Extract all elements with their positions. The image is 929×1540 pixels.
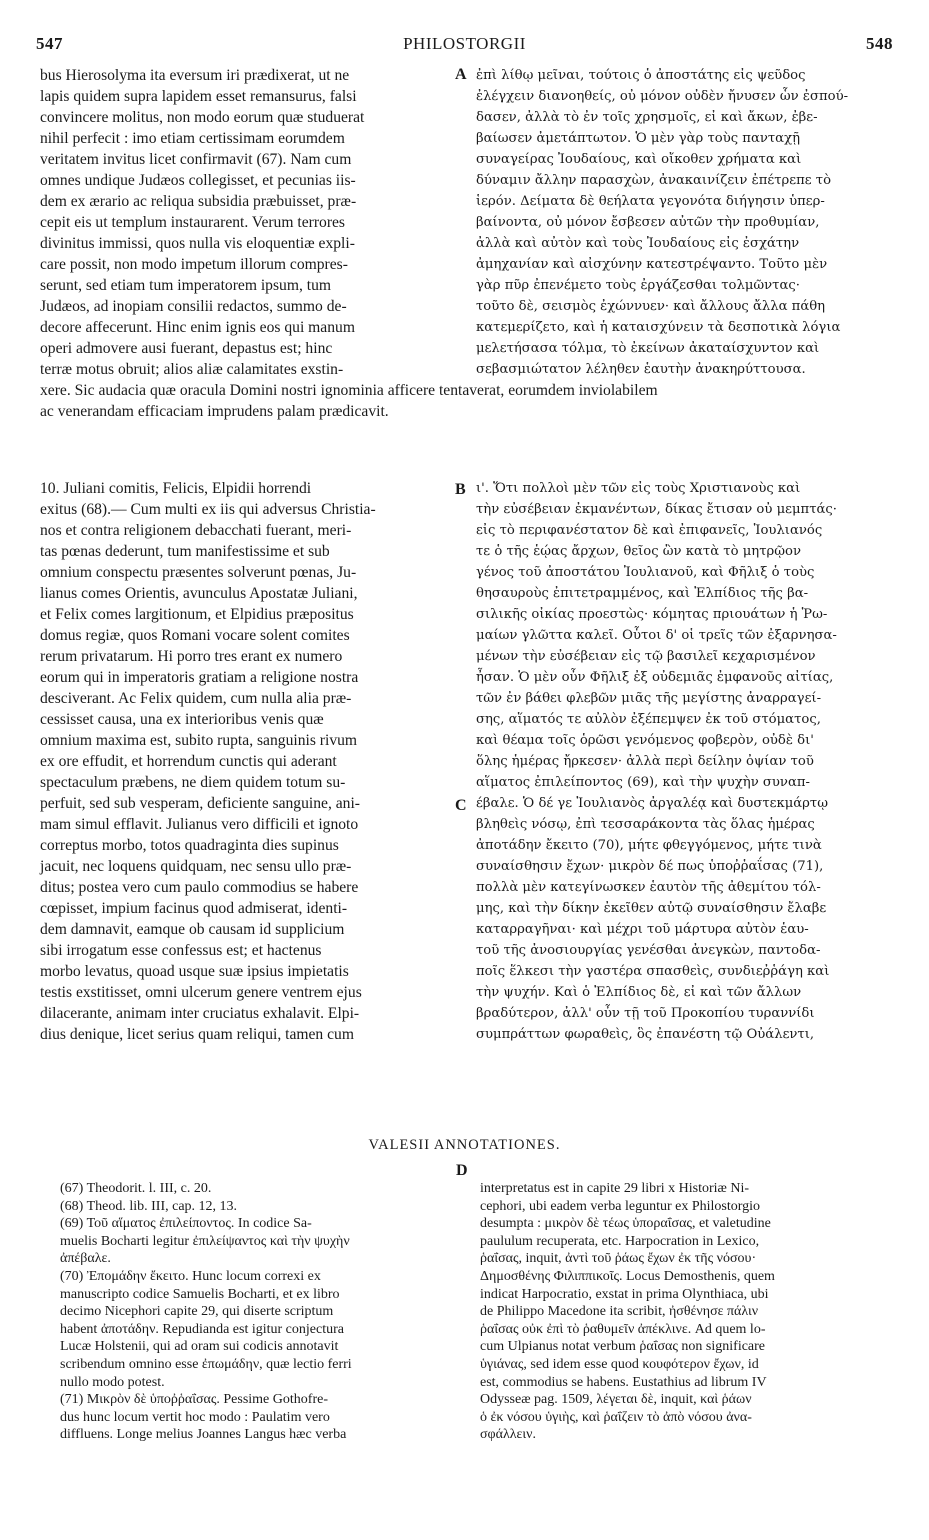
latin-text-line: bus Hierosolyma ita eversum iri prædixerat, ut ne [40,67,350,84]
latin-text-line: spectaculum præbens, ne diem quidem totum su- [40,774,346,791]
annotation-line: desumpta : μικρὸν δὲ τέως ὑποραΐσας, et valetudine [480,1216,771,1232]
latin-column-chapter-10 [40,478,465,1045]
greek-text-line: τε ὁ τῆς ἑῴας ἄρχων, θεῖος ὢν κατὰ τὸ μητρῷον [476,544,801,559]
annotations-right-column [480,1180,900,1444]
greek-column-chapter-10 [476,478,901,1045]
running-header [36,34,893,58]
greek-text-line: τὴν ψυχήν. Καὶ ὁ Ἐλπίδιος δὲ, εἰ καὶ τῶν ἄλλων [476,985,802,1000]
full-width-lines [40,380,900,422]
latin-text-line: nihil perfecit : imo etiam certissimam eorumdem [40,130,345,147]
greek-text-line: μένων τὴν εὐσέβειαν εἰς τῷ βασιλεῖ κεχαρισμένον [476,649,816,664]
latin-text-line: 10. Juliani comitis, Felicis, Elpidii horrendi [40,480,312,497]
latin-text-line: dem ex ærario ac reliqua subsidia præbuisset, præ- [40,193,357,210]
annotation-line: est, commodius se habens. Eustathius ad librum IV [480,1374,767,1390]
latin-text-line: decore affecerunt. Hinc enim ignis eos qui manum [40,319,355,336]
annotation-line: Odysseæ pag. 1509, λέγεται δὲ, inquit, καὶ ῥάων [480,1392,752,1408]
greek-text-line: δύναμιν ἄλλην παρασχὼν, ἀνακαινίζειν ἐπέτρεπε τὸ [476,173,832,188]
latin-text-line: care possit, non modo impetum illorum compres- [40,256,348,273]
annotation-line: ὁ ἐκ νόσου ὑγιὴς, καὶ ῥαΐζειν τὸ ἀπὸ νόσου ἀνα- [480,1409,752,1425]
greek-text-line: καταρραγῆναι· καὶ μέχρι τοῦ μάρτυρα αὐτὸν ἑαυ- [476,922,809,937]
annotation-line: habent ἀποτάδην. Repudianda est igitur conjectura [60,1321,344,1337]
annotation-line: indicat Harpocratio, exstat in prima Olynthiaca, ubi [480,1286,769,1302]
annotation-line: (68) Theod. lib. III, cap. 12, 13. [60,1198,238,1214]
annotation-line: manuscripto codice Samuelis Bocharti, et ex libro [60,1286,340,1302]
latin-text-line: exitus (68).— Cum multi ex iis qui adversus Christia- [40,501,376,518]
greek-text-line: συναγείρας Ἰουδαίους, καὶ οἴκοθεν χρήματα καὶ [476,152,802,167]
annotation-line: ῥαΐσας, inquit, ἀντὶ τοῦ ῥάως ἔχων ἐκ τῆς νόσου· [480,1251,757,1267]
greek-text-line: τὴν εὐσέβειαν ἐκμανέντων, δίκας ἔτισαν οὐ μεμπτάς· [476,502,838,517]
latin-text-line: sibi irrogatum esse confessus est; et hactenus [40,942,322,959]
greek-text-line: βαίωσεν ἀμετάπτωτον. Ὁ μὲν γὰρ τοὺς πανταχῇ [476,131,800,146]
greek-column-top [476,65,901,380]
annotation-line: Lucæ Holstenii, qui ad oram sui codicis annotavit [60,1339,339,1355]
greek-text-line: ποῖς ἕλκεσι τὴν γαστέρα σπασθεὶς, συνδιεῤῥάγη καὶ [476,964,830,979]
greek-text-line: ἱερόν. Δείματα δὲ θεήλατα γεγονότα διήγησιν ὑπερ- [476,194,825,209]
latin-text-line: cepit eis ut templum instaurarent. Verum terrores [40,214,345,231]
greek-text-line: ἐλέγχειν διανοηθείς, οὐ μόνον οὐδὲν ἤνυσεν ὧν ἐσπού- [476,89,849,104]
latin-text-line: operi admovere ausi fuerant, depastus est; hinc [40,340,333,357]
greek-text-line: ἀμηχανίαν καὶ αἰσχύνην κατεστρέψαντο. Τοῦτο μὲν [476,257,828,272]
latin-text-line: ex ore effudit, et horrendum cunctis qui aderant [40,753,337,770]
greek-text-line: ἀλλὰ καὶ αὐτὸν καὶ τοὺς Ἰουδαίους εἰς ἐσχάτην [476,236,800,251]
running-title: PHILOSTORGII [403,34,526,53]
latin-text-line: cessisset causa, una ex interioribus venis quæ [40,711,324,728]
annotations-left-column [60,1180,470,1444]
greek-text-line: ἀποτάδην ἔκειτο (70), μήτε φθεγγόμενος, μήτε τινὰ [476,838,822,853]
latin-text-line: eorum qui in imperatoris gratiam a religione nostra [40,669,359,686]
latin-text-line: rerum privatarum. Hi porro tres erant ex numero [40,648,343,665]
page-number-right: 548 [866,34,893,53]
latin-text-line: testis exstitisset, omni ulcerum genere ventrem ejus [40,984,362,1001]
full-width-text-line: ac venerandam efficaciam imprudens palam prædicavit. [40,403,389,420]
greek-text-line: δασεν, ἀλλὰ τὸ ἐν τοῖς χρησμοῖς, εἰ καὶ ἄκων, ἐβε- [476,110,818,125]
latin-text-line: omnium conspectu præsentes solverunt pœnas, Ju- [40,564,357,581]
latin-text-line: ditus; postea vero cum paulo commodius se habere [40,879,359,896]
latin-text-line: domus regiæ, quos Romani vocare solent comites [40,627,350,644]
latin-text-line: lapis quidem supra lapidem esset remansurus, falsi [40,88,357,105]
greek-text-line: βραδύτερον, ἀλλ' οὖν τῇ τοῦ Προκοπίου τυραννίδι [476,1006,815,1021]
latin-text-line: mam simul efflavit. Julianus vero difficili et ignoto [40,816,359,833]
annotation-line: paululum recuperata, etc. Harpocration in Lexico, [480,1233,760,1249]
latin-text-line: dius denique, licet serius quam reliqui, tamen cum [40,1026,354,1043]
greek-text-line: μελετήσασα τόλμα, τὸ ἐκείνων ἀκαταίσχυντον καὶ [476,341,820,356]
annotation-line: ῥαΐσας οὐκ ἐπὶ τὸ ῥαθυμεῖν ἀπέκλινε. Ad quem lo- [480,1321,766,1337]
greek-text-line: ἦσαν. Ὁ μὲν οὖν Φῆλιξ ἐξ οὐδεμιᾶς ἐμφανοῦς αἰτίας, [476,670,834,685]
greek-text-line: αἵματος ἐπιλείποντος (69), καὶ τὴν ψυχὴν συναπ- [476,775,810,790]
margin-marker-c: C [455,797,467,814]
greek-text-line: σης, αἵματός τε αὐλὸν ἐξέπεμψεν ἐκ τοῦ στόματος, [476,712,821,727]
latin-text-line: dem damnavit, eamque ob causam id supplicium [40,921,345,938]
annotation-line: Δημοσθένης Φιλιππικοῖς. Locus Demosthenis, quem [480,1268,775,1284]
annotation-line: muelis Bocharti legitur ἐπιλείψαντος καὶ τὴν ψυχὴν [60,1233,350,1249]
annotation-line: (70) Ἐπομάδην ἔκειτο. Hunc locum correxi ex [60,1268,321,1284]
greek-text-line: μαίων γλῶττα καλεῖ. Οὗτοι δ' οἱ τρεῖς τῶν ἐξαρνησα- [476,628,837,643]
latin-text-line: convincere molitus, non modo eorum quæ studuerat [40,109,365,126]
latin-text-line: et Felix comes largitionum, et Elpidius præpositus [40,606,354,623]
greek-text-line: σεβασμιώτατον λέληθεν ἑαυτὴν ἀνακηρύττουσα. [476,362,806,377]
annotation-line: dus hunc locum vertit hoc modo : Paulatim vero [60,1409,330,1425]
greek-text-line: τῶν ἐν βάθει φλεβῶν μιᾶς τῆς μεγίστης ἀναρραγεί- [476,691,822,706]
latin-text-line: perfuit, sed sub vesperam, deficiente sanguine, ani- [40,795,360,812]
latin-text-line: tas pœnas dederunt, tum manifestissime et sub [40,543,330,560]
latin-text-line: omnium maxima est, subito rupta, sanguinis rivum [40,732,358,749]
annotation-line: interpretatus est in capite 29 libri x Historiæ Ni- [480,1181,750,1196]
latin-text-line: dilacerante, animam inter cruciatus exhalavit. Elpi- [40,1005,360,1022]
greek-text-line: τοῦτο δὲ, σεισμὸς ἐχώννυεν· καὶ ἄλλους ἄλλα πάθη [476,299,826,314]
annotation-line: (69) Τοῦ αἵματος ἐπιλείποντος. In codice Sa- [60,1216,312,1232]
greek-text-line: θησαυροὺς ἐπιτετραμμένος, καὶ Ἐλπίδιος τῆς βα- [476,586,809,601]
latin-text-line: terræ motus obruit; alios aliæ calamitates exstin- [40,361,344,378]
annotation-line: σφάλλειν. [480,1427,537,1443]
latin-text-line: lianus comes Orientis, avunculus Apostatæ Juliani, [40,585,358,602]
latin-column-top [40,65,465,380]
latin-text-line: nos et contra religionem debacchati fuerant, meri- [40,522,352,539]
annotation-line: decimo Nicephori capite 29, qui diserte scriptum [60,1304,334,1320]
greek-text-line: έβαλε. Ὁ δέ γε Ἰουλιανὸς ἀργαλέᾳ καὶ δυστεκμάρτῳ [476,796,828,811]
latin-text-line: correptus morbo, totos quadraginta dies supinus [40,837,339,854]
annotation-line: (67) Theodorit. l. III, c. 20. [60,1181,212,1196]
latin-text-line: jacuit, nec loquens quidquam, nec sensu ullo præ- [40,858,352,875]
margin-marker-a: A [455,66,467,83]
latin-text-line: morbo levatus, quoad usque suæ ipsius impietatis [40,963,349,980]
full-width-text-line: xere. Sic audacia quæ oracula Domini nostri ignominia afficere tentaverat, eorumdem inviolabilem [40,382,658,399]
annotation-line: (71) Μικρὸν δὲ ὑποῤῥαΐσας. Pessime Gothofre- [60,1392,328,1408]
annotation-line: ὑγιάνας, sed idem esse quod κουφότερον ἔχων, id [480,1356,759,1372]
greek-text-line: ὅλης ἡμέρας ἤρκεσεν· ἀλλὰ περὶ δείλην ὀψίαν τοῦ [476,754,814,769]
annotation-line: nullo modo potest. [60,1374,165,1390]
greek-text-line: τοῦ τῆς ἀνοσιουργίας γενέσθαι ἀνεγκὼν, παντοδα- [476,943,821,958]
annotations-heading: VALESII ANNOTATIONES. [368,1137,561,1153]
annotation-line: ἀπέβαλε. [60,1251,111,1267]
annotation-line: cum Ulpianus notat verbum ῥαΐσας non significare [480,1339,766,1355]
greek-text-line: γὰρ πῦρ ἐπενέμετο τοὺς ἐργάζεσθαι τολμῶντας· [476,278,800,293]
greek-text-line: εἰς τὸ περιφανέστατον δὲ καὶ ἐπιφανεῖς, Ἰουλιανός [476,523,823,538]
greek-text-line: συναίσθησιν ἔχων· μικρὸν δέ πως ὑποῤῥαΐσας (71), [476,859,824,874]
greek-text-line: γένος τοῦ ἀποστάτου Ἰουλιανοῦ, καὶ Φῆλιξ ὁ τοὺς [476,565,815,580]
greek-text-line: βληθεὶς νόσῳ, ἐπὶ τεσσαράκοντα τὰς ὅλας ἡμέρας [476,817,815,832]
greek-text-line: καὶ θέαμα τοῖς ὁρῶσι γενόμενος φοβερὸν, οὐδὲ δι' [476,733,814,748]
greek-text-line: συμπράττων φωραθεὶς, ὃς ἐπανέστη τῷ Οὐάλεντι, [476,1027,815,1042]
margin-marker-b: B [455,481,466,498]
latin-text-line: desciverant. Ac Felix quidem, cum nulla alia præ- [40,690,352,707]
greek-text-line: ι'. Ὅτι πολλοὶ μὲν τῶν εἰς τοὺς Χριστιανοὺς καὶ [476,481,801,496]
page-number-left: 547 [36,34,63,53]
latin-text-line: Judæos, ad inopiam consilii redactos, summo de- [40,298,347,315]
annotation-line: cephori, ubi eadem verba leguntur ex Philostorgio [480,1198,761,1214]
greek-text-line: ἐπὶ λίθῳ μεῖναι, τούτοις ὁ ἀποστάτης εἰς ψεῦδος [476,68,806,83]
margin-marker-d: D [456,1162,468,1179]
latin-text-line: serunt, sed etiam tum imperatorem ipsum, tum [40,277,332,294]
greek-text-line: βαίνοντα, οὐ μόνον ἔσβεσεν αὐτῶν τὴν προθυμίαν, [476,215,820,230]
latin-text-line: divinitus immissi, quos nulla vis eloquentiæ expli- [40,235,355,252]
annotation-line: scribendum omnino esse ἐπωμάδην, quæ lectio ferri [60,1356,352,1372]
greek-text-line: μης, καὶ τὴν δίκην ἐκεῖθεν αὐτῷ συναίσθησιν ἔλαβε [476,901,827,916]
greek-text-line: πολλὰ μὲν κατεγίνωσκεν ἑαυτὸν τῆς ἀθεμίτου τόλ- [476,880,821,895]
greek-text-line: κατεμερίζετο, καὶ ἡ καταισχύνειν τὰ δεσποτικὰ λόγια [476,320,841,335]
annotation-line: de Philippo Macedone ita scribit, ἠσθένησε πάλιν [480,1304,759,1320]
latin-text-line: cœpisset, impium facinus quod admiserat, identi- [40,900,348,917]
greek-text-line: σιλικῆς οἰκίας προεστὼς· κόμητας πριουάτων ἡ Ῥω- [476,607,828,622]
annotation-line: diffluens. Longe melius Joannes Langus hæc verba [60,1427,347,1443]
latin-text-line: veritatem invitus licet confirmavit (67). Nam cum [40,151,352,168]
latin-text-line: omnes undique Judæos collegisset, et pecunias iis- [40,172,356,189]
